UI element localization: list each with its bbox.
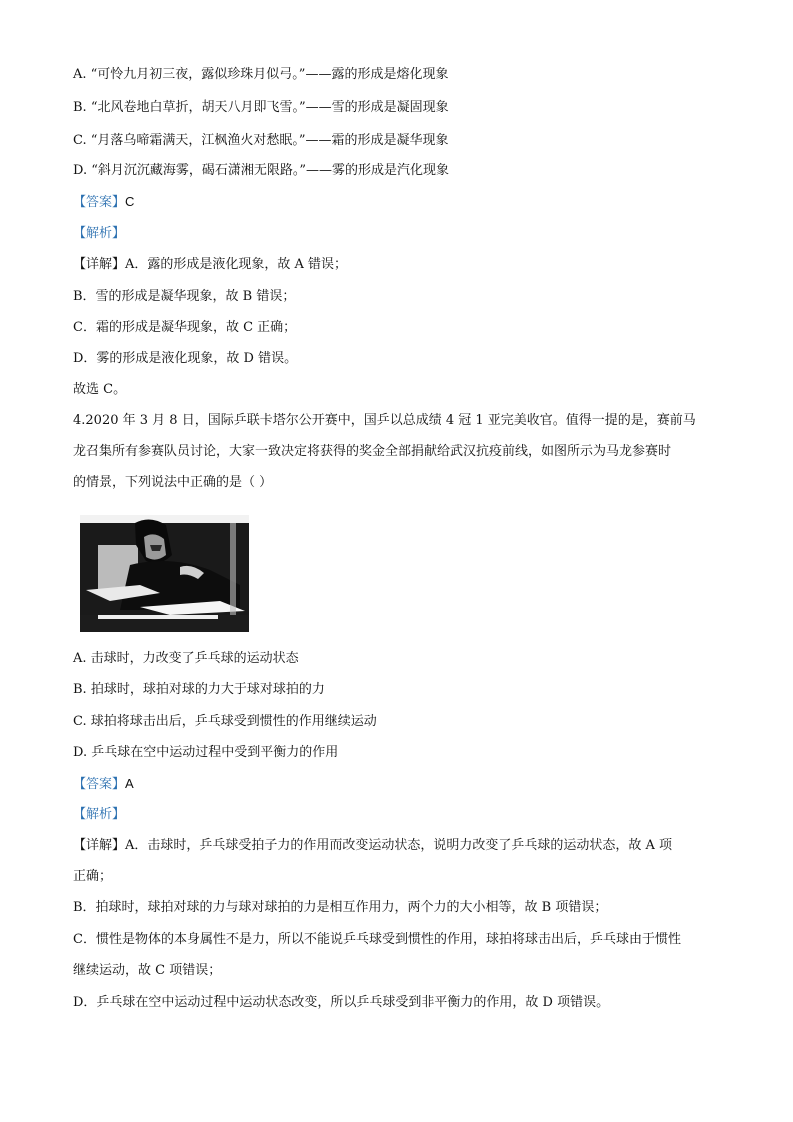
q4-detail-line: B．拍球时，球拍对球的力与球对球拍的力是相互作用力，两个力的大小相等，故 B 项错误； (73, 900, 608, 915)
photo-image (80, 515, 249, 632)
q3-detail-line: 【详解】A．露的形成是液化现象，故 A 错误； (73, 257, 348, 272)
q4-detail-line: 【详解】A．击球时，乒乓球受拍子力的作用而改变运动状态，说明力改变了乒乓球的运动状态，故 A 项 (73, 838, 673, 853)
answer-value: A (125, 776, 134, 791)
answer-tag: 【答案】 (73, 195, 126, 210)
q3-analysis-tag: 【解析】 (73, 226, 126, 241)
q4-option-d: D. 乒乓球在空中运动过程中受到平衡力的作用 (73, 745, 339, 760)
table-tennis-player-photo (80, 515, 249, 632)
q3-option-b: B. “北风卷地白草折，胡天八月即飞雪。”——雪的形成是凝固现象 (73, 100, 449, 115)
q3-detail-line: D．雾的形成是液化现象，故 D 错误。 (73, 351, 298, 366)
q3-conclusion: 故选 C。 (73, 382, 127, 397)
q4-stem-line: 的情景，下列说法中正确的是（ ） (73, 475, 273, 490)
q4-option-a: A. 击球时，力改变了乒乓球的运动状态 (73, 651, 299, 666)
q4-option-c: C. 球拍将球击出后，乒乓球受到惯性的作用继续运动 (73, 714, 377, 729)
q4-answer (73, 775, 134, 794)
answer-value: C (125, 194, 135, 209)
q3-option-a: A. “可怜九月初三夜，露似珍珠月似弓。”——露的形成是熔化现象 (73, 67, 449, 82)
q4-option-b: B. 拍球时，球拍对球的力大于球对球拍的力 (73, 682, 325, 697)
q4-stem-line: 龙召集所有参赛队员讨论，大家一致决定将获得的奖金全部捐献给武汉抗疫前线，如图所示为马龙参赛时 (73, 444, 672, 459)
q3-detail-line: B．雪的形成是凝华现象，故 B 错误； (73, 289, 296, 304)
q3-option-d: D. “斜月沉沉藏海雾，碣石潇湘无限路。”——雾的形成是汽化现象 (73, 163, 450, 178)
q4-stem-line: 4.2020 年 3 月 8 日，国际乒联卡塔尔公开赛中，国乒以总成绩 4 冠 1 亚完美收官。值得一提的是，赛前马 (73, 413, 696, 428)
q4-analysis-tag: 【解析】 (73, 807, 126, 822)
q4-detail-line: D．乒乓球在空中运动过程中运动状态改变，所以乒乓球受到非平衡力的作用，故 D 项错误。 (73, 995, 610, 1010)
q4-detail-line: 继续运动，故 C 项错误； (73, 963, 222, 978)
q4-detail-line: C．惯性是物体的本身属性不是力，所以不能说乒乓球受到惯性的作用，球拍将球击出后，乒乓球由于惯性 (73, 932, 681, 947)
q3-answer (73, 193, 134, 212)
answer-tag: 【答案】 (73, 777, 126, 792)
q3-option-c: C. “月落乌啼霜满天，江枫渔火对愁眠。”——霜的形成是凝华现象 (73, 133, 449, 148)
q4-detail-line: 正确； (73, 869, 113, 884)
q3-detail-line: C．霜的形成是凝华现象，故 C 正确； (73, 320, 297, 335)
